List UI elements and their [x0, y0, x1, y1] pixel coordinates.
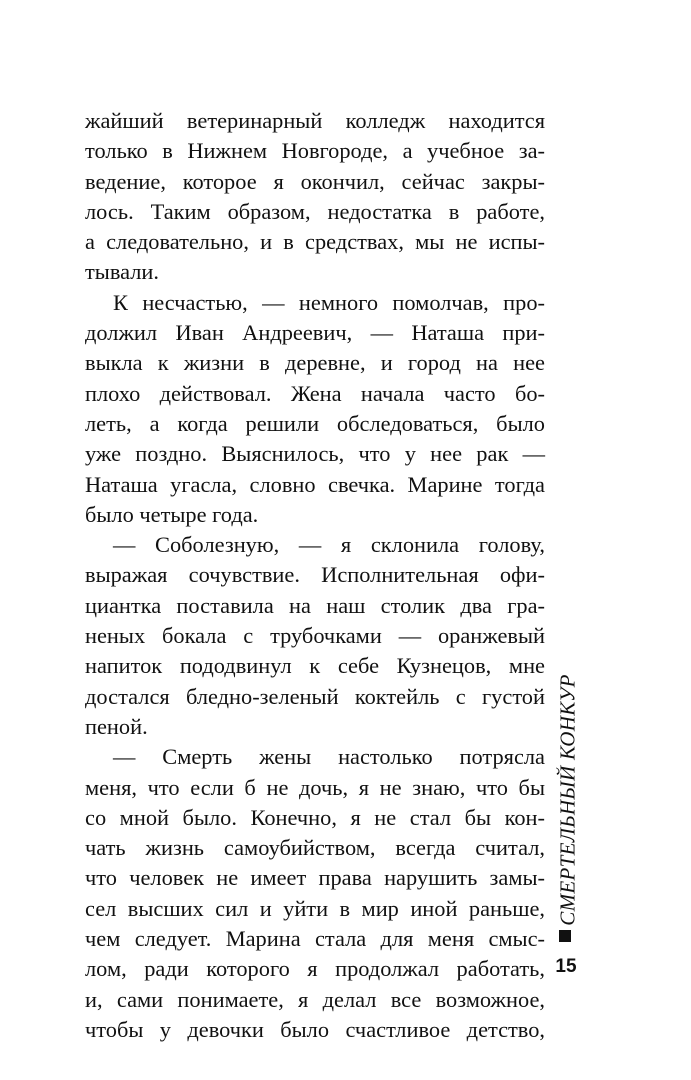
text-line: — Смерть жены настолько потрясла — [113, 744, 545, 770]
running-title — [548, 674, 588, 926]
text-line: только в Нижнем Новгороде, а учебное за- — [85, 138, 545, 164]
text-line: ведение, которое я окончил, сейчас закры- — [85, 168, 545, 194]
text-line: — Соболезную, — я склонила голову, — [113, 532, 545, 558]
text-line: К несчастью, — немного помолчав, про- — [113, 289, 545, 315]
text-line: выражая сочувствие. Исполнительная офи- — [85, 562, 545, 588]
text-line: выкла к жизни в деревне, и город на нее — [85, 350, 545, 376]
text-line: плохо действовал. Жена начала часто бо- — [85, 380, 545, 406]
text-line: меня, что если б не дочь, я не знаю, что бы — [85, 774, 545, 800]
text-line: пеной. — [85, 713, 148, 739]
text-line: чтобы у девочки было счастливое детство, — [85, 1016, 545, 1042]
text-line: уже поздно. Выяснилось, что у нее рак — — [85, 441, 545, 467]
text-line: неных бокала с трубочками — оранжевый — [85, 623, 545, 649]
text-line: чать жизнь самоубийством, всегда считал, — [85, 835, 545, 861]
text-line: напиток пододвинул к себе Кузнецов, мне — [85, 653, 545, 679]
text-line: жайший ветеринарный колледж находится — [85, 108, 545, 133]
text-line: должил Иван Андреевич, — Наташа при- — [85, 320, 545, 346]
page-number: 15 — [555, 956, 577, 977]
square-marker-icon — [559, 930, 571, 942]
text-line: чем следует. Марина стала для меня смыс- — [85, 926, 545, 952]
text-line: лом, ради которого я продолжал работать, — [85, 956, 545, 982]
text-line: что человек не имеет права нарушить замы- — [85, 865, 545, 891]
text-line: со мной было. Конечно, я не стал бы кон- — [85, 804, 545, 830]
running-title-text: СМЕРТЕЛЬНЫЙ КОНКУР — [555, 674, 580, 926]
text-line: тывали. — [85, 259, 159, 285]
text-line: было четыре года. — [85, 501, 259, 527]
body-text — [85, 106, 545, 1045]
text-line: леть, а когда решили обследоваться, было — [85, 410, 545, 436]
text-line: циантка поставила на наш столик два гра- — [85, 592, 545, 618]
text-line: и, сами понимаете, я делал все возможное, — [85, 986, 545, 1012]
text-line: лось. Таким образом, недостатка в работе, — [85, 198, 545, 224]
text-line: достался бледно-зеленый коктейль с густой — [85, 683, 545, 709]
text-line: а следовательно, и в средствах, мы не испы- — [85, 229, 545, 255]
text-line: сел высших сил и уйти в мир иной раньше, — [85, 895, 545, 921]
text-line: Наташа угасла, словно свечка. Марине тогда — [85, 471, 545, 497]
